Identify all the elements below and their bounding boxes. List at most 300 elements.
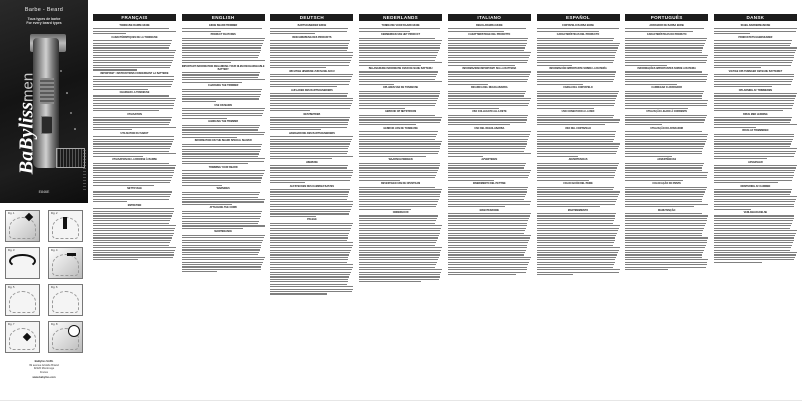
text-line <box>537 76 615 77</box>
text-line <box>537 81 613 82</box>
text-line <box>182 262 263 263</box>
text-line <box>93 240 171 241</box>
text-line <box>714 170 795 171</box>
instruction-section <box>714 129 797 159</box>
text-line <box>93 228 175 229</box>
text-line <box>625 47 703 48</box>
text-line <box>270 262 346 263</box>
language-column <box>270 14 353 296</box>
figure-5 <box>5 284 40 316</box>
text-line <box>93 199 169 200</box>
instruction-section <box>537 209 620 275</box>
text-line <box>270 235 348 236</box>
text-line <box>359 57 436 58</box>
section-heading: UTILIZAÇÃO DO APARADOR <box>650 126 684 130</box>
text-line <box>359 206 436 207</box>
instruction-section <box>625 86 708 109</box>
text-line <box>182 110 264 111</box>
text-line <box>448 93 525 94</box>
text-line <box>359 201 438 202</box>
text-line <box>359 172 437 173</box>
instruction-section <box>714 24 797 34</box>
text-line <box>714 81 792 82</box>
instruction-section <box>537 33 620 65</box>
section-heading: UTILISATION <box>127 112 142 116</box>
text-line <box>270 117 350 118</box>
text-line <box>359 189 442 190</box>
text-line <box>359 153 438 154</box>
text-line <box>625 84 677 85</box>
section-heading: BARTSCHNEIDER E846E <box>297 24 327 27</box>
instruction-section <box>182 65 265 83</box>
text-line <box>625 31 693 32</box>
text-line <box>270 167 346 168</box>
instruction-section <box>537 24 620 32</box>
text-line <box>359 74 437 75</box>
text-line <box>448 52 531 53</box>
instruction-section <box>625 67 708 85</box>
instructions-body <box>537 24 620 275</box>
section-heading: CARREGAR O APARADOR <box>651 86 682 90</box>
text-line <box>714 189 792 190</box>
text-line <box>182 127 259 128</box>
text-line <box>714 235 795 236</box>
text-line <box>537 201 617 202</box>
text-line <box>537 247 620 248</box>
text-line <box>182 271 217 272</box>
text-line <box>359 60 435 61</box>
text-line <box>625 131 701 132</box>
text-line <box>714 57 794 58</box>
text-line <box>93 191 172 192</box>
text-line <box>93 33 126 34</box>
text-line <box>182 211 263 212</box>
text-line <box>182 252 259 253</box>
text-line <box>93 55 174 56</box>
instruction-section <box>93 91 176 111</box>
text-line <box>625 199 702 200</box>
instruction-section <box>537 127 620 157</box>
text-line <box>714 105 793 106</box>
text-line <box>182 235 265 236</box>
text-line <box>448 100 530 101</box>
text-line <box>182 216 261 217</box>
text-line <box>448 254 524 255</box>
instruction-section <box>448 33 531 65</box>
text-line <box>270 225 351 226</box>
text-line <box>537 40 613 41</box>
text-line <box>182 28 263 29</box>
text-line <box>93 119 171 120</box>
text-line <box>448 262 529 263</box>
text-line <box>93 220 170 221</box>
instruction-section <box>270 132 353 159</box>
text-line <box>448 233 524 234</box>
text-line <box>359 269 442 270</box>
text-line <box>270 284 346 285</box>
text-line <box>625 257 701 258</box>
text-line <box>93 98 176 99</box>
text-line <box>537 98 617 99</box>
text-line <box>714 220 793 221</box>
text-line <box>537 274 574 275</box>
text-line <box>537 172 616 173</box>
text-line <box>714 93 797 94</box>
text-line <box>537 153 617 154</box>
text-line <box>448 267 528 268</box>
instructions-body <box>182 24 265 272</box>
text-line <box>359 175 436 176</box>
section-heading: AUFSTECKEN DES KAMMAUFSATZES <box>289 184 334 188</box>
text-line <box>359 196 440 197</box>
text-line <box>182 60 265 61</box>
language-header: ESPAÑOL <box>537 14 620 21</box>
text-line <box>93 233 174 234</box>
text-line <box>537 38 614 39</box>
text-line <box>625 146 704 147</box>
text-line <box>359 187 435 188</box>
instruction-section <box>448 67 531 85</box>
website-link[interactable]: www.babyliss.com <box>32 376 56 380</box>
text-line <box>625 235 701 236</box>
text-line <box>182 247 261 248</box>
text-line <box>714 45 790 46</box>
text-line <box>270 146 349 147</box>
text-line <box>270 55 352 56</box>
instruction-section <box>448 24 531 32</box>
text-line <box>625 172 708 173</box>
text-line <box>448 84 489 85</box>
text-line <box>448 213 531 214</box>
text-line <box>448 143 527 144</box>
text-line <box>270 57 351 58</box>
text-line <box>537 156 579 157</box>
text-line <box>714 247 791 248</box>
text-line <box>359 245 435 246</box>
text-line <box>537 148 618 149</box>
text-line <box>270 281 347 282</box>
text-line <box>714 50 796 51</box>
text-line <box>714 33 751 34</box>
section-heading: MANUTENÇÃO <box>658 208 676 212</box>
instructions-body <box>714 24 797 263</box>
text-line <box>182 218 260 219</box>
language-header: NEDERLANDS <box>359 14 442 21</box>
trimmer-switch-image <box>41 116 53 134</box>
text-line <box>359 235 439 236</box>
text-line <box>359 139 435 140</box>
text-line <box>537 269 620 270</box>
instruction-section <box>93 158 176 185</box>
text-line <box>537 189 613 190</box>
text-line <box>714 60 793 61</box>
text-line <box>359 43 441 44</box>
brand-logo <box>16 59 39 189</box>
text-line <box>537 74 616 75</box>
text-line <box>625 218 707 219</box>
text-line <box>537 254 618 255</box>
text-line <box>625 91 704 92</box>
text-line <box>537 267 613 268</box>
text-line <box>182 249 260 250</box>
figure-label: Fig. 3 <box>8 249 15 252</box>
section-heading: CHARGER LA TONDEUSE <box>119 91 150 95</box>
text-line <box>270 84 349 85</box>
text-line <box>270 223 352 224</box>
text-line <box>448 139 529 140</box>
text-line <box>448 170 531 171</box>
instruction-section <box>625 182 708 207</box>
text-line <box>359 50 439 51</box>
text-line <box>625 115 706 116</box>
text-line <box>537 272 619 273</box>
text-line <box>93 182 170 183</box>
text-line <box>93 146 171 147</box>
text-line <box>625 252 703 253</box>
water-splash-decoration <box>70 112 72 114</box>
text-line <box>714 228 790 229</box>
text-line <box>625 269 667 270</box>
instruction-section <box>270 36 353 68</box>
text-line <box>93 40 172 41</box>
text-line <box>93 122 170 123</box>
text-line <box>448 264 529 265</box>
text-line <box>270 228 351 229</box>
text-line <box>270 172 352 173</box>
text-line <box>182 194 259 195</box>
text-line <box>359 228 441 229</box>
text-line <box>625 52 701 53</box>
text-line <box>182 108 265 109</box>
figure-illustration <box>52 291 79 313</box>
text-line <box>93 86 171 87</box>
language-header: ITALIANO <box>448 14 531 21</box>
instruction-section <box>714 161 797 184</box>
text-line <box>448 252 525 253</box>
text-line <box>625 196 703 197</box>
text-line <box>537 220 614 221</box>
text-line <box>270 141 351 142</box>
text-line <box>270 122 348 123</box>
instruction-section <box>625 110 708 125</box>
instruction-section <box>714 185 797 210</box>
section-heading: PFLEGE <box>307 218 317 222</box>
text-line <box>270 274 350 275</box>
instruction-section <box>93 187 176 202</box>
text-line <box>93 225 176 226</box>
instruction-section <box>359 110 442 125</box>
text-line <box>93 165 176 166</box>
text-line <box>182 266 262 267</box>
text-line <box>270 33 315 34</box>
section-heading: ADVERTENCIAS <box>568 158 588 162</box>
text-line <box>270 127 346 128</box>
text-line <box>625 233 702 234</box>
water-splash-decoration <box>60 70 62 72</box>
text-line <box>270 177 351 178</box>
text-line <box>448 269 527 270</box>
text-line <box>537 240 615 241</box>
text-line <box>270 65 349 66</box>
text-line <box>714 175 794 176</box>
section-heading: GEBRUIK OP NETSTROOM <box>385 110 417 114</box>
text-line <box>625 215 708 216</box>
text-line <box>448 230 525 231</box>
section-heading: UTILISATION DU SABOT <box>120 131 149 135</box>
text-line <box>448 191 527 192</box>
text-line <box>270 254 349 255</box>
text-line <box>625 117 706 118</box>
text-line <box>448 146 526 147</box>
instruction-section <box>270 113 353 131</box>
section-heading: BESCHREIBUNG DES PRODUKTS <box>292 35 332 39</box>
magnifier-detail-icon <box>68 325 80 337</box>
text-line <box>537 163 619 164</box>
text-line <box>714 136 794 137</box>
text-line <box>359 117 442 118</box>
text-line <box>537 262 615 263</box>
text-line <box>270 81 350 82</box>
text-line <box>270 103 351 104</box>
text-line <box>182 257 265 258</box>
text-line <box>448 156 484 157</box>
text-line <box>270 230 350 231</box>
text-line <box>182 115 263 116</box>
text-line <box>537 105 614 106</box>
text-line <box>359 122 440 123</box>
instruction-section <box>182 187 265 205</box>
section-heading: MANTENIMIENTO <box>567 208 589 212</box>
text-line <box>625 259 708 260</box>
text-line <box>182 146 262 147</box>
text-line <box>537 252 618 253</box>
text-line <box>270 247 351 248</box>
text-line <box>625 55 708 56</box>
text-line <box>537 170 617 171</box>
text-line <box>448 257 531 258</box>
text-line <box>93 177 172 178</box>
text-line <box>182 52 260 53</box>
text-line <box>359 45 440 46</box>
text-line <box>93 43 171 44</box>
text-line <box>537 95 618 96</box>
figure-illustration <box>9 217 36 239</box>
text-line <box>359 167 439 168</box>
section-heading: PRODUKTETS EGENSKABER <box>738 35 773 39</box>
text-line <box>714 117 792 118</box>
text-line <box>714 47 797 48</box>
section-heading: OPLADNING AF TRIMMEREN <box>738 88 773 92</box>
text-line <box>537 122 619 123</box>
front-cover <box>0 0 88 203</box>
section-heading: CHARGING THE TRIMMER <box>208 84 239 88</box>
text-line <box>714 84 791 85</box>
text-line <box>359 95 439 96</box>
text-line <box>359 84 394 85</box>
text-line <box>448 122 526 123</box>
figure-label: Fig. 2 <box>51 212 58 215</box>
text-line <box>359 272 441 273</box>
address-city: 92120 Montrouge <box>33 367 55 371</box>
text-line <box>625 189 706 190</box>
text-line <box>270 194 348 195</box>
text-line <box>537 191 620 192</box>
instruction-section <box>448 110 531 125</box>
section-heading: MANUTENZIONE <box>479 208 499 212</box>
text-line <box>448 163 526 164</box>
text-line <box>448 31 504 32</box>
section-heading: HINWEISE <box>305 160 318 164</box>
text-line <box>182 129 258 130</box>
text-line <box>625 153 701 154</box>
text-line <box>359 199 439 200</box>
text-line <box>270 191 349 192</box>
figure-4 <box>48 247 83 279</box>
company-name: BaByliss SARL <box>34 360 54 363</box>
text-line <box>714 127 756 128</box>
text-line <box>93 153 176 154</box>
text-line <box>448 218 529 219</box>
language-column <box>93 14 176 262</box>
language-column <box>182 14 265 274</box>
language-header: DEUTSCH <box>270 14 353 21</box>
text-line <box>537 228 619 229</box>
text-line <box>182 254 258 255</box>
text-line <box>182 228 243 229</box>
instruction-section <box>714 36 797 68</box>
text-line <box>270 180 350 181</box>
instruction-section <box>270 161 353 184</box>
text-line <box>359 264 436 265</box>
text-line <box>537 115 614 116</box>
text-line <box>93 141 173 142</box>
section-heading: ONDERHOUD <box>392 211 409 215</box>
instruction-section <box>625 33 708 65</box>
text-line <box>625 230 703 231</box>
text-line <box>537 47 618 48</box>
text-line <box>537 28 619 29</box>
text-line <box>359 240 437 241</box>
text-line <box>714 110 783 111</box>
section-heading: NETZBETRIEB <box>303 112 321 116</box>
text-line <box>714 119 791 120</box>
text-line <box>359 191 441 192</box>
text-line <box>182 240 263 241</box>
text-line <box>714 165 797 166</box>
text-line <box>714 240 794 241</box>
text-line <box>182 74 259 75</box>
text-line <box>537 180 589 181</box>
text-line <box>714 139 793 140</box>
figure-illustration <box>9 291 36 313</box>
text-line <box>537 245 613 246</box>
section-heading: VEDLIGEHOLDELSE <box>743 211 768 215</box>
section-heading: NETTOYAGE <box>127 187 142 191</box>
text-line <box>714 67 761 68</box>
instruction-section <box>359 86 442 109</box>
text-line <box>359 108 405 109</box>
text-line <box>359 156 426 157</box>
section-heading: BRUG MED LEDNING <box>743 112 768 116</box>
text-line <box>448 79 529 80</box>
text-line <box>359 259 438 260</box>
text-line <box>714 242 793 243</box>
text-line <box>270 60 351 61</box>
instruction-section <box>93 24 176 34</box>
text-line <box>537 84 583 85</box>
section-heading: USO COLLEGATO ALLA RETE <box>472 110 507 114</box>
text-line <box>714 180 792 181</box>
